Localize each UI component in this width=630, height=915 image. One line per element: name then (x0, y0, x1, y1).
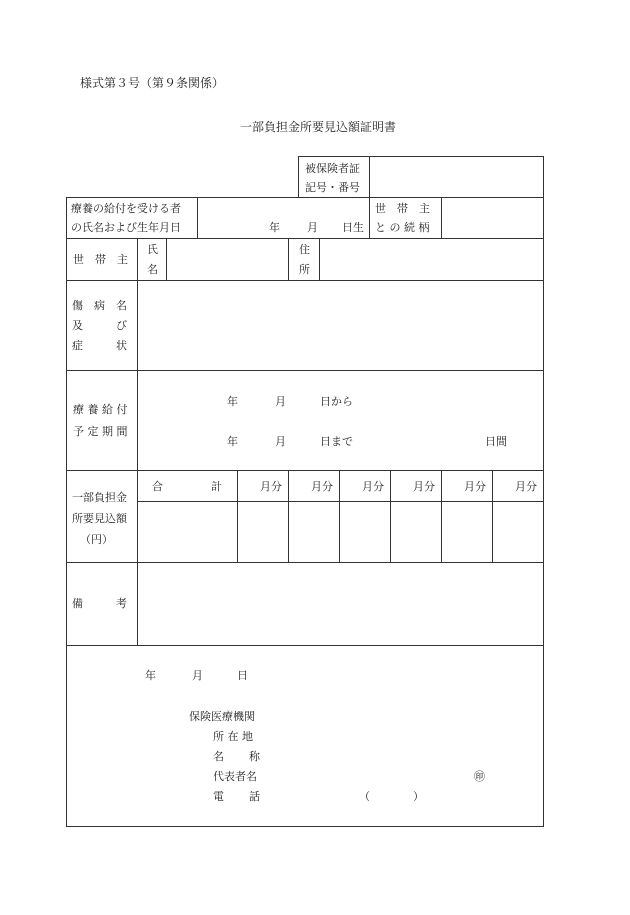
institution-label: 保険医療機関 (189, 710, 255, 723)
month-header-5: 月分 (464, 480, 486, 493)
birth-month-label: 月 (307, 221, 318, 234)
remarks-label: 備 考 (72, 597, 127, 610)
treatment-period-field[interactable] (138, 371, 543, 470)
head-address-field[interactable] (320, 239, 543, 280)
month-4-amount-field[interactable] (391, 502, 441, 562)
document-title: 一部負担金所要見込額証明書 (240, 120, 397, 134)
location-label: 所 在 地 (213, 730, 253, 743)
month-2-amount-field[interactable] (289, 502, 339, 562)
head-name-field[interactable] (167, 239, 288, 280)
month-5-amount-field[interactable] (442, 502, 492, 562)
certificate-page: 様式第３号（第９条関係） 一部負担金所要見込額証明書 被保険者証 記号・番号 療養の給付を受ける者 の氏名および生年月日 年 月 日生 世 帯 主 と の 続 柄 世 帯 主 氏 名 住 所 傷 病 名 及 び 症 状 療 養 給 付 予 定 期 間 年 月 日から 年 月 日まで 日間 一部負担金 所要見込額 （円） 合 計 月分 月分 月分 月分 月分 月分 備 考 年 月 日 保険医療機関 所 在 地 名 称 代表者名 ㊞ 電 話 （ ） (0, 0, 630, 915)
household-head-label: 世 帯 主 (73, 253, 128, 266)
month-3-amount-field[interactable] (340, 502, 390, 562)
total-amount-field[interactable] (138, 502, 237, 562)
phone-paren-open: （ (359, 790, 370, 803)
start-year-label: 年 (227, 395, 238, 408)
issue-day-label: 日 (237, 669, 248, 682)
seal-mark: ㊞ (474, 770, 485, 783)
month-1-amount-field[interactable] (238, 502, 288, 562)
birth-day-label: 日生 (342, 221, 364, 234)
form-number: 様式第３号（第９条関係） (80, 76, 225, 90)
end-year-label: 年 (227, 435, 238, 448)
month-header-1: 月分 (260, 480, 282, 493)
issue-month-label: 月 (192, 669, 203, 682)
month-header-4: 月分 (413, 480, 435, 493)
remarks-field[interactable] (138, 563, 543, 645)
representative-label: 代表者名 (213, 770, 257, 783)
month-6-amount-field[interactable] (493, 502, 543, 562)
relation-field[interactable] (442, 198, 543, 238)
month-header-3: 月分 (362, 480, 384, 493)
start-day-label: 日から (320, 395, 353, 408)
end-day-label: 日まで (320, 435, 353, 448)
issue-year-label: 年 (145, 669, 156, 682)
days-label: 日間 (485, 435, 507, 448)
insured-number-field[interactable] (370, 157, 543, 197)
month-header-2: 月分 (311, 480, 333, 493)
birth-year-label: 年 (269, 221, 280, 234)
disease-field[interactable] (138, 281, 543, 370)
month-header-6: 月分 (515, 480, 537, 493)
start-month-label: 月 (275, 395, 286, 408)
end-month-label: 月 (275, 435, 286, 448)
phone-paren-close: ） (413, 790, 424, 803)
